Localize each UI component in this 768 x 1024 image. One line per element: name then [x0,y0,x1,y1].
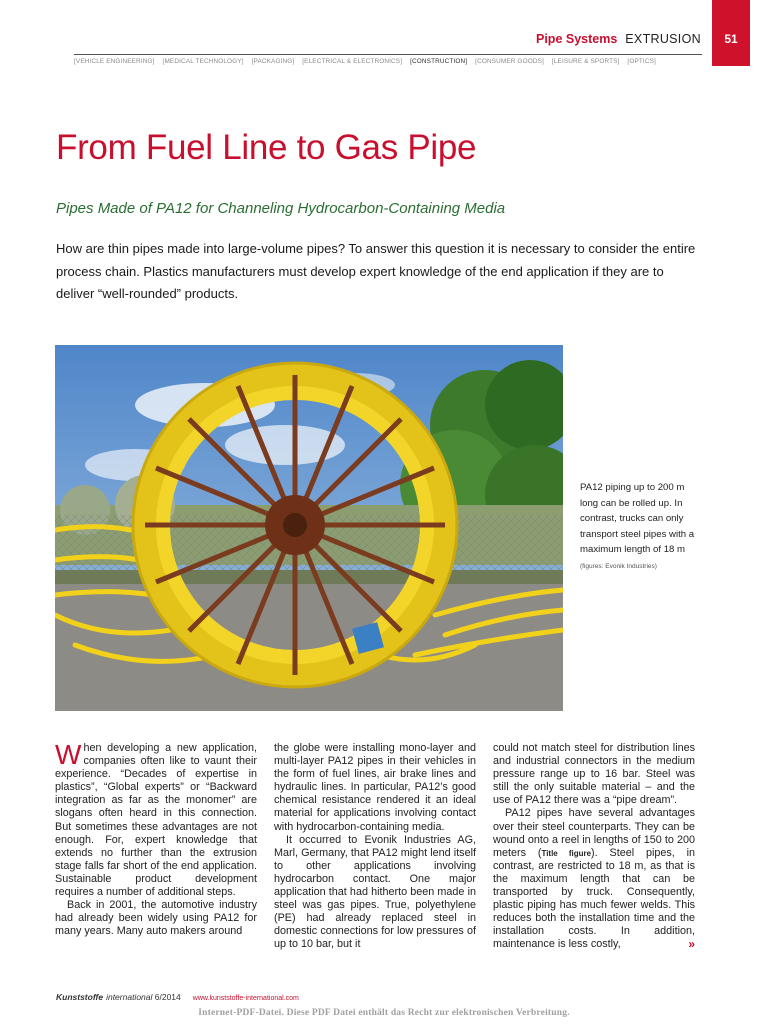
pdf-watermark: Internet-PDF-Datei. Diese PDF Datei enthält das Recht zur elektronischen Verbreitung. [198,1008,570,1018]
article-lead: How are thin pipes made into large-volume pipes? To answer this question it is necessary to consider the entire process chain. Plastics manufacturers must develop expert knowledge of the end application if they are to deliver “well-rounded” products. [56,241,696,301]
category-packaging[interactable]: [PACKAGING] [251,58,295,65]
figure-credit: (figures: Evonik Industries) [580,562,657,570]
page-number-tab [712,0,750,66]
figure-caption [580,480,705,574]
paragraph [493,807,695,951]
category-medical-technology[interactable]: [MEDICAL TECHNOLOGY] [162,58,244,65]
article-title: From Fuel Line to Gas Pipe [56,128,477,167]
caption-text: PA12 piping up to 200 m long can be rolled up. In contrast, trucks can only transport steel pipes with a maximum length of 18 m [580,482,695,555]
category-bar [74,58,714,65]
magazine-brand: Kunststoffe [56,992,104,1002]
body-column-3 [493,742,695,952]
paragraph-text: hen developing a new application, companies often like to vaunt their experience. “Decades of expertise in plastics”, “Global experts” or “Backward integration as far as the monomer” are slogans often heard in this connection. But sometimes these advantages are not enough. For, expert knowledge that extends no further than the extrusion stage falls far short of the end application. Sustainable product development requires a number of additional steps. [55,742,257,899]
body-column-1 [55,739,257,938]
paragraph: could not match steel for distribution lines and industrial connectors in the medium pressure range up to 16 bar. Steel was still the only suitable material – and the use of PA12 there was a “pipe dream”. [493,742,695,807]
paragraph-text: PA12 pipes have several advantages over their steel counterparts. They can be wound onto a reel in lengths of 150 to 200 meters ( [493,807,695,859]
page-number: 51 [724,32,738,46]
paragraph: Back in 2001, the automotive industry had already been widely using PA12 for many years. Many auto makers around [55,899,257,938]
section-label: Pipe Systems [536,32,618,46]
body-column-2 [274,742,476,952]
category-vehicle-engineering[interactable]: [VEHICLE ENGINEERING] [74,58,155,65]
subsection-label: EXTRUSION [625,32,701,46]
page-footer [56,992,299,1002]
paragraph: the globe were installing mono-layer and multi-layer PA12 pipes in their vehicles in the form of fuel lines, air brake lines and hydraulic lines. In particular, PA12’s good chemical resistance rendered it an ideal material for applications involving contact with hydrocarbon-containing media. [274,742,476,833]
category-consumer-goods[interactable]: [CONSUMER GOODS] [475,58,544,65]
magazine-url[interactable]: www.kunststoffe-international.com [192,995,299,1002]
category-electrical-electronics[interactable]: [ELECTRICAL & ELECTRONICS] [302,58,403,65]
header-rule [74,54,702,55]
paragraph-text: ). Steel pipes, in contrast, are restricted to 18 m, as that is the maximum length that can be transported by truck. Consequently, plastic piping has much fewer welds. This reduces both the installation time and the installation costs. In addition, maintenance is less costly, [493,846,696,951]
magazine-edition: international [106,992,153,1002]
paragraph [55,739,257,899]
title-photo-pipe-reel [55,345,563,711]
article-subtitle: Pipes Made of PA12 for Channeling Hydrocarbon-Containing Media [56,200,506,217]
magazine-issue: 6/2014 [154,992,181,1002]
drop-cap: W [55,739,82,770]
category-optics[interactable]: [OPTICS] [627,58,656,65]
running-header [536,32,701,46]
category-leisure-sports[interactable]: [LEISURE & SPORTS] [551,58,620,65]
figure-reference[interactable]: Title figure [541,848,592,858]
category-construction[interactable]: [CONSTRUCTION] [410,58,468,65]
continue-arrow-icon[interactable]: » [688,937,695,952]
paragraph: It occurred to Evonik Industries AG, Marl, Germany, that PA12 might lend itself to other applications involving hydrocarbon contact. One major application that had hitherto been made in steel was gas pipes. True, polyethylene (PE) had already replaced steel in domestic connections for low pressures of up to 10 bar, but it [274,833,476,951]
